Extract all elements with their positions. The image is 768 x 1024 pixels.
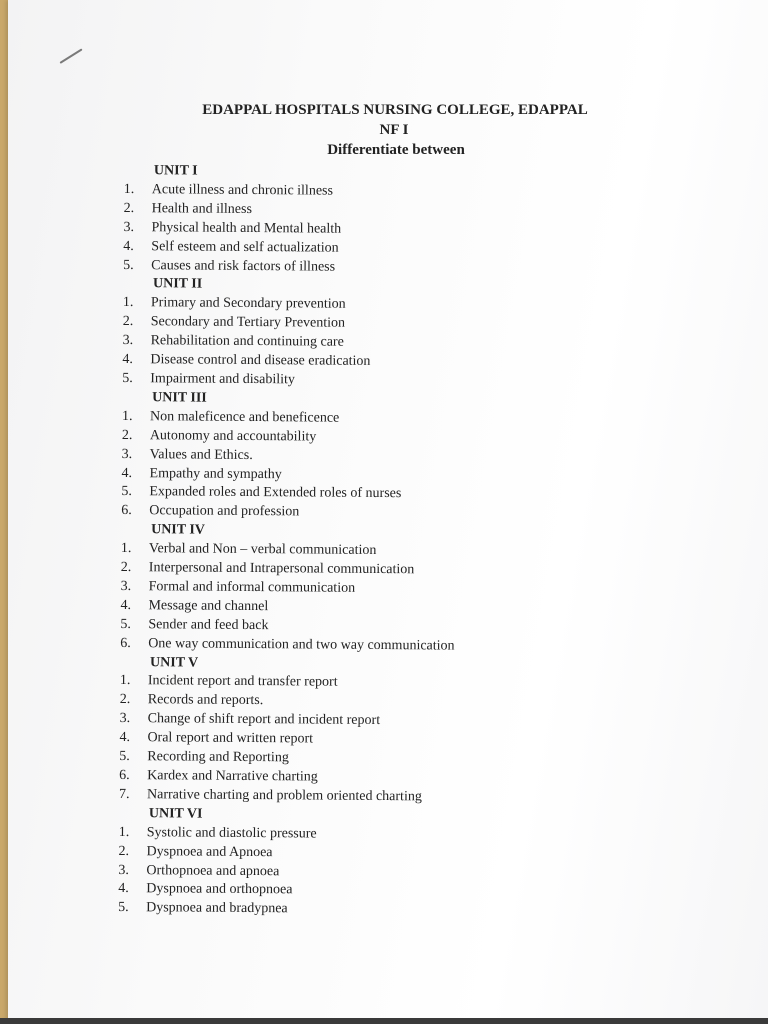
unit-title: UNIT I (153, 163, 198, 179)
item-number: 7. (118, 786, 130, 802)
college-name: EDAPPAL HOSPITALS NURSING COLLEGE, EDAPPAL (202, 102, 588, 118)
item-number: 2. (118, 843, 130, 859)
item-text: Values and Ethics. (149, 446, 253, 463)
item-text: Oral report and written report (147, 730, 314, 747)
item-text: Narrative charting and problem oriented charting (146, 787, 422, 805)
item-number: 1. (123, 181, 135, 197)
item-number: 3. (118, 862, 129, 878)
question-list (118, 162, 724, 923)
item-text: Kardex and Narrative charting (147, 768, 318, 785)
item-text: Acute illness and chronic illness (151, 182, 334, 199)
item-number: 4. (121, 465, 133, 481)
item-number: 2. (122, 314, 134, 330)
instruction-heading: Differentiate between (327, 142, 465, 158)
item-number: 1. (118, 824, 130, 840)
item-text: Records and reports. (147, 692, 264, 709)
item-number: 4. (123, 238, 134, 254)
item-number: 3. (120, 578, 132, 595)
item-number: 2. (119, 692, 131, 708)
pen-mark (59, 48, 82, 63)
item-text: Change of shift report and incident report (147, 711, 381, 729)
item-text: Primary and Secondary prevention (150, 295, 346, 313)
item-number: 1. (121, 408, 133, 424)
item-number: 3. (122, 333, 134, 349)
item-text: One way communication and two way communication (148, 635, 455, 654)
item-text: Orthopnoea and apnoea (146, 862, 280, 879)
item-number: 4. (118, 881, 129, 897)
item-text: Dyspnoea and Apnoea (146, 843, 273, 860)
item-number: 1. (119, 673, 131, 689)
item-number: 3. (119, 711, 131, 727)
subject-code: NF I (379, 122, 409, 138)
item-number: 6. (121, 503, 132, 519)
document-header (0, 100, 768, 160)
unit-section (123, 162, 724, 280)
item-text: Non maleficence and beneficence (149, 408, 340, 426)
item-text: Health and illness (151, 201, 253, 217)
item-text: Impairment and disability (150, 371, 295, 388)
item-text: Empathy and sympathy (149, 465, 282, 482)
item-text: Dyspnoea and orthopnoea (146, 881, 293, 898)
unit-section (121, 389, 722, 526)
item-number: 1. (122, 295, 134, 311)
unit-section (118, 805, 719, 923)
unit-section (122, 275, 723, 393)
item-number: 5. (119, 749, 130, 765)
item-text: Occupation and profession (149, 503, 300, 520)
item-text: Interpersonal and Intrapersonal communication (148, 560, 415, 578)
item-text: Recording and Reporting (147, 749, 289, 766)
scanner-edge (0, 1018, 768, 1024)
unit-section (119, 654, 720, 810)
unit-title: UNIT V (150, 654, 199, 671)
item-text: Autonomy and accountability (149, 427, 317, 445)
item-number: 2. (121, 427, 133, 443)
item-text: Formal and informal communication (148, 579, 356, 596)
item-text: Expanded roles and Extended roles of nurses (149, 484, 402, 502)
unit-title: UNIT IV (151, 522, 205, 538)
item-number: 6. (120, 635, 131, 651)
item-text: Systolic and diastolic pressure (146, 824, 317, 842)
item-number: 2. (123, 200, 135, 216)
item-text: Disease control and disease eradication (150, 352, 371, 370)
item-text: Verbal and Non – verbal communication (148, 541, 377, 559)
item-number: 5. (121, 484, 132, 500)
item-number: 4. (122, 352, 134, 368)
item-text: Message and channel (148, 598, 269, 614)
item-number: 5. (120, 616, 131, 632)
item-text: Causes and risk factors of illness (151, 257, 336, 275)
item-number: 5. (122, 370, 133, 387)
item-number: 3. (121, 446, 133, 462)
item-text: Rehabilitation and continuing care (150, 333, 344, 350)
item-number: 6. (119, 767, 130, 784)
item-text: Incident report and transfer report (147, 673, 338, 691)
item-number: 5. (118, 900, 129, 916)
item-text: Sender and feed back (148, 616, 269, 633)
item-number: 4. (119, 730, 131, 746)
unit-section (120, 521, 721, 658)
item-text: Self esteem and self actualization (151, 238, 339, 256)
unit-title: UNIT II (152, 276, 203, 293)
unit-title: UNIT III (152, 390, 207, 406)
unit-title: UNIT VI (148, 806, 203, 822)
item-text: Secondary and Tertiary Prevention (150, 314, 346, 331)
item-number: 1. (120, 541, 132, 557)
item-text: Dyspnoea and bradypnea (146, 900, 288, 917)
item-number: 2. (120, 560, 132, 576)
item-number: 3. (123, 219, 135, 235)
item-text: Physical health and Mental health (151, 219, 342, 237)
item-number: 5. (123, 257, 134, 273)
item-number: 4. (120, 597, 132, 613)
